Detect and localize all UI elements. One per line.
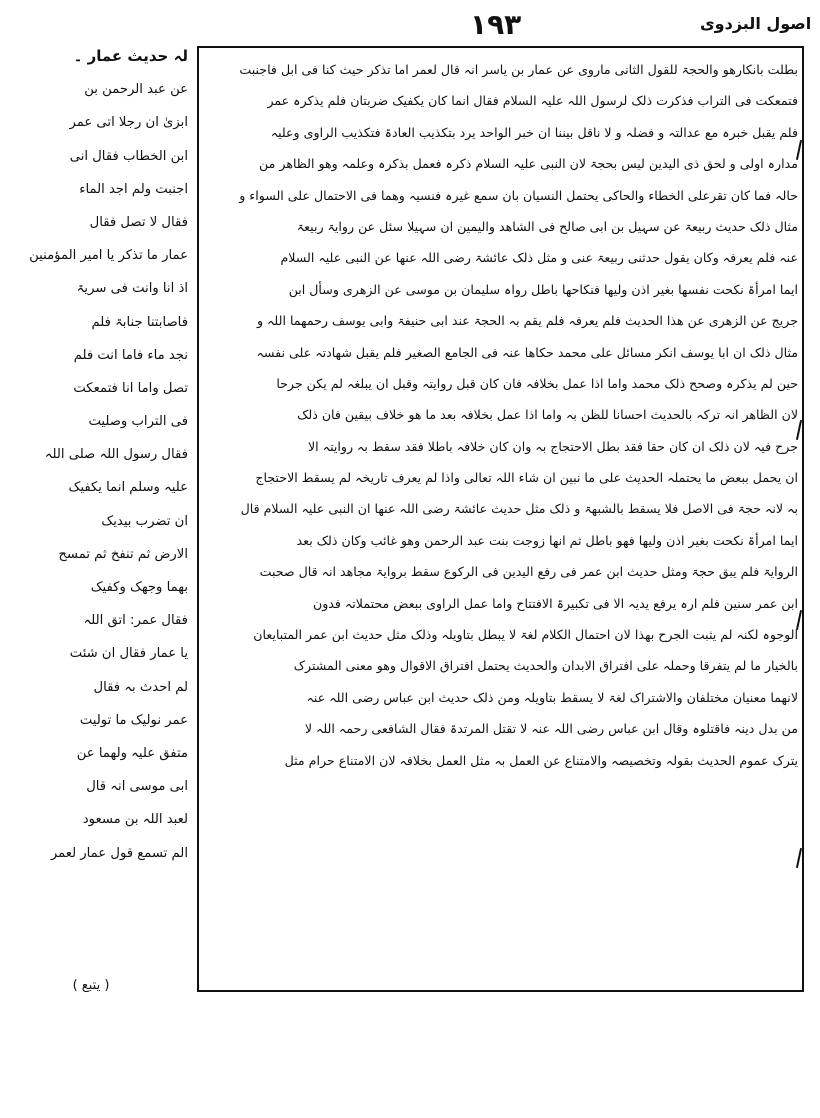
margin-tick-mark	[796, 140, 802, 160]
margin-line: فی التراب وصلیت	[88, 414, 188, 430]
margin-tick-mark	[796, 610, 802, 630]
margin-line: ابی موسی انہ قال	[86, 779, 188, 795]
text-line: عنہ فلم یعرفہ وکان یقول حدثنی ربیعۃ عنی و مثل ذلک عائشۃ رضی اللہ عنھا عن النبی علیہ السلام	[280, 250, 798, 266]
margin-line: الم تسمع قول عمار لعمر	[50, 845, 188, 861]
text-line: من بدل دینہ فاقتلوہ وقال ابن عباس رضی اللہ عنہ لا تقتل المرتدۃ فقال الشافعی رحمہ اللہ لا	[304, 721, 798, 737]
page-number: ١٩٣	[470, 8, 522, 41]
text-line: جرح فیہ لان ذلک ان کان حقا فقد بطل الاحتجاج بہ وان کان خلافہ باطلا فقد سقط بہ روایتہ الا	[308, 438, 798, 454]
text-line: مثال ذلک ان ابا یوسف انکر مسائل علی محمد حکاھا عنہ فی الجامع الصغیر فلم یقبل شھادتہ علی نفسہ	[256, 344, 798, 360]
margin-line: تصل واما انا فتمعکت	[73, 380, 188, 396]
continued-note: ( یتبع )	[72, 978, 110, 993]
text-line: لان الظاھر انہ ترکہ بالحدیث احسانا للظن بہ واما اذا عمل بخلافہ بعد ما ھو خلاف بیقین فان ذلک	[297, 407, 798, 423]
margin-line: ان تضرب بیدیک	[101, 513, 188, 529]
margin-line: الارض ثم تنفخ ثم تمسح	[58, 546, 188, 562]
text-line: حالہ فما کان تقرعلی الخطاء والحاکی یحتمل النسیان بان سمع غیرہ فنسیہ وھما فی الاحتمال علی السواء و	[239, 187, 798, 203]
margin-line: عن عبد الرحمن بن	[84, 82, 188, 98]
margin-tick-mark	[796, 420, 802, 440]
text-line: ابن عمر سنین فلم ارہ یرفع یدیہ الا فی تکبیرۃ الافتتاح واما عمل الراوی ببعض محتملاتہ فدون	[312, 595, 798, 611]
margin-line: عمر نولیک ما تولیت	[79, 712, 188, 728]
margin-line: فقال رسول اللہ صلی اللہ	[44, 447, 188, 463]
margin-line: علیہ وسلم انما یکفیک	[68, 480, 188, 496]
margin-heading: لہ حدیث عمار ۔	[73, 47, 188, 65]
margin-line: نجد ماء فاما انت فلم	[73, 347, 188, 363]
text-line: مدارہ اولی و لحق ذی الیدین لیس بحجۃ لان النبی علیہ السلام ذکرہ فعمل بذکرہ وعلمہ وھو الظاھر من	[259, 156, 798, 172]
text-line: جریج عن الزھری عن ھذا الحدیث فلم یعرفہ فلم یقم بہ الحجۃ عند ابی حنیفۃ وابی یوسف رحمھما اللہ و	[256, 313, 798, 329]
main-text-frame	[197, 46, 804, 992]
text-line: فلم یقبل خبرہ مع عدالتہ و فضلہ و لا ناقل بیننا ان خبر الواحد یرد بتکذیب العادۃ فتکذیب الراوی وعلیہ	[270, 124, 798, 140]
margin-line: لم احدث بہ فقال	[93, 679, 188, 695]
text-line: بالخیار ما لم یتفرقا وحملہ علی افتراق الابدان والحدیث یحتمل افتراق الاقوال وھو معنی المشترک	[293, 658, 798, 674]
margin-line: اذ انا وانت فی سریۃ	[76, 281, 188, 297]
margin-line: فقال لا تصل فقال	[89, 214, 188, 230]
margin-line: لعبد اللہ بن مسعود	[82, 812, 188, 828]
main-text-body	[203, 54, 798, 984]
text-line: بہ لانہ حجۃ فی الاصل فلا یسقط بالشبھۃ و ذلک مثل حدیث عائشۃ رضی اللہ عنھا ان النبی علیہ السلام قال	[240, 501, 798, 517]
margin-line: اجنبت ولم اجد الماء	[79, 181, 188, 197]
margin-line: فقال عمر: اتق اللہ	[83, 613, 188, 629]
text-line: ایما امرأۃ نکحت بغیر اذن ولیھا فھو باطل ثم انھا زوجت بنت عبد الرحمن وھو غائب وکان ذلک بعد	[296, 532, 798, 548]
margin-notes	[29, 40, 188, 1000]
book-title: اصول البزدوی	[700, 14, 812, 33]
text-line: ایما امرأۃ نکحت نفسھا بغیر اذن ولیھا فنکاحھا باطل رواہ سلیمان بن موسی عن الزھری وسأل ابن	[288, 281, 798, 297]
margin-line: ابزیٰ ان رجلا اتی عمر	[69, 115, 188, 131]
margin-line: بھما وجھک وکفیک	[90, 580, 188, 595]
margin-line: ابن الخطاب فقال انی	[69, 148, 188, 164]
margin-line: عمار ما تذکر یا امیر المؤمنین	[29, 248, 188, 264]
margin-line: فاصابتنا جنابۃ فلم	[91, 314, 188, 330]
text-line: الروایۃ فلم یبق حجۃ ومثل حدیث ابن عمر فی رفع الیدین فی الرکوع سقط بروایۃ مجاھد انہ قال صحبت	[259, 564, 798, 580]
text-line: فتمعکت فی التراب فذکرت ذلک لرسول اللہ علیہ السلام فقال انما کان یکفیک ضربتان فلم یذکرہ عمر	[267, 93, 798, 109]
text-line: الوجوہ لکنہ لم یثبت الجرح بھذا لان احتمال الکلام لغۃ لا یبطل بتاویلہ وذلک مثل حدیث ابن عمر المتبایعان	[253, 627, 798, 643]
margin-tick-mark	[796, 848, 802, 868]
margin-line: یا عمار فقال ان شئت	[69, 646, 188, 662]
text-line: لانھما معنیان مختلفان والاشتراک لغۃ لا یسقط بتاویلہ ومن ذلک حدیث ابن عباس رضی اللہ عنہ	[306, 689, 798, 705]
text-line: یترک عموم الحدیث بقولہ وتخصیصہ والامتناع عن العمل بہ مثل العمل بخلافہ لان الامتناع حرام مثل	[284, 752, 798, 768]
margin-line: متفق علیہ ولھما عن	[76, 745, 188, 761]
text-line: مثال ذلک حدیث ربیعۃ عن سہیل بن ابی صالح فی الشاھد والیمین ان سہیلا سئل عن روایۃ ربیعۃ	[296, 218, 798, 234]
text-line: حین لم یذکرہ وصحح ذلک محمد واما اذا عمل بخلافہ فان کان قبل روایتہ وقبل ان یبلغہ لم یکن جرحا	[276, 375, 798, 391]
text-line: بطلت بانکارهو والحجۃ للقول الثانی ماروی عن عمار بن یاسر انہ قال لعمر اما تذکر حیث کنا فی ابل فاجنبت	[239, 62, 798, 77]
text-line: ان یحمل ببعض ما یحتملہ الحدیث علی ما نبین ان شاء اللہ تعالی واذا لم یعرف تاریخہ لم یسقط الاحتجاج	[255, 470, 798, 486]
